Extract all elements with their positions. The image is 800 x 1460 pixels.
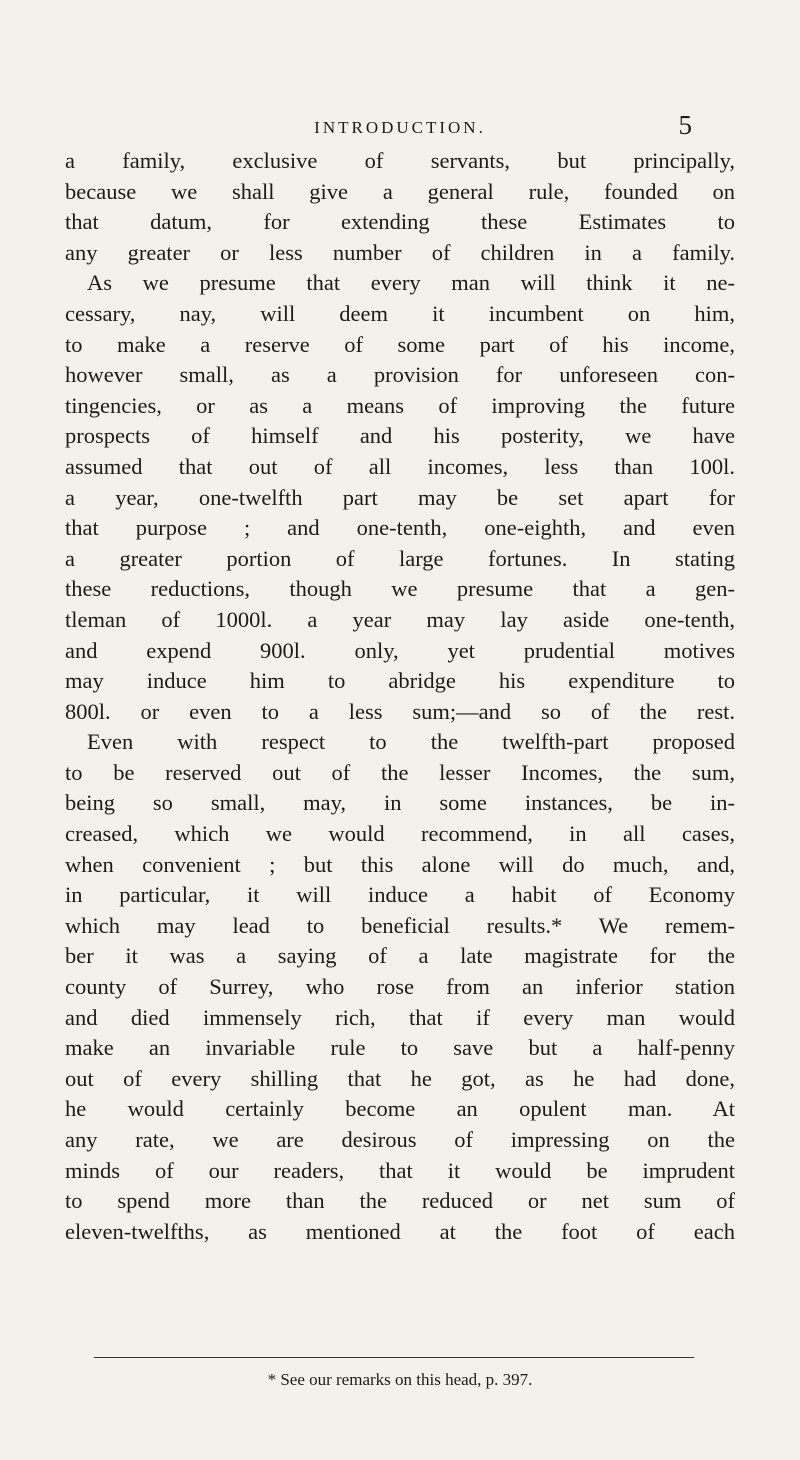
text-line: assumed that out of all incomes, less than 100l. (65, 453, 735, 479)
text-line: cessary, nay, will deem it incumbent on him, (65, 300, 735, 326)
text-line: make an invariable rule to save but a half-penny (65, 1035, 735, 1061)
text-line: prospects of himself and his posterity, we have (65, 423, 735, 449)
text-line: and died immensely rich, that if every man would (65, 1004, 735, 1030)
footnote-rule (94, 1357, 694, 1358)
text-line: any greater or less number of children in a family. (65, 239, 735, 265)
text-line: because we shall give a general rule, founded on (65, 178, 735, 204)
text-line: a greater portion of large fortunes. In stating (65, 545, 735, 571)
page-header (0, 110, 800, 142)
page-number: 5 (678, 110, 692, 140)
text-line: to make a reserve of some part of his income, (65, 331, 735, 357)
text-line: in particular, it will induce a habit of Economy (65, 882, 735, 908)
text-line: may induce him to abridge his expenditure to (65, 668, 735, 694)
text-line: creased, which we would recommend, in all cases, (65, 821, 735, 847)
text-line: tleman of 1000l. a year may lay aside one-tenth, (65, 606, 735, 632)
text-line: minds of our readers, that it would be imprudent (65, 1157, 735, 1183)
text-line: and expend 900l. only, yet prudential motives (65, 637, 735, 663)
text-line: that datum, for extending these Estimates to (65, 209, 735, 235)
text-line: these reductions, though we presume that a gen- (65, 576, 735, 602)
text-line: that purpose ; and one-tenth, one-eighth, and even (65, 515, 735, 541)
running-head: INTRODUCTION. (314, 118, 486, 137)
text-line: he would certainly become an opulent man. At (65, 1096, 735, 1122)
text-line: when convenient ; but this alone will do much, and, (65, 851, 735, 877)
text-line: a year, one-twelfth part may be set apart for (65, 484, 735, 510)
text-line: a family, exclusive of servants, but principally, (65, 148, 735, 173)
text-line: tingencies, or as a means of improving the future (65, 392, 735, 418)
text-line: to spend more than the reduced or net sum of (65, 1188, 735, 1214)
text-line: out of every shilling that he got, as he had done, (65, 1065, 735, 1091)
text-line: Even with respect to the twelfth-part proposed (87, 729, 735, 755)
text-line: to be reserved out of the lesser Incomes, the sum, (65, 759, 735, 785)
text-line: which may lead to beneficial results.* We remem- (65, 912, 735, 938)
text-line: being so small, may, in some instances, be in- (65, 790, 735, 816)
text-line: eleven-twelfths, as mentioned at the foot of each (65, 1218, 735, 1244)
text-line: ber it was a saying of a late magistrate for the (65, 943, 735, 969)
text-line: however small, as a provision for unforeseen con- (65, 362, 735, 388)
text-line: county of Surrey, who rose from an inferior station (65, 974, 735, 1000)
footnote: * See our remarks on this head, p. 397. (267, 1370, 533, 1389)
body-text (65, 146, 735, 1247)
text-line: any rate, we are desirous of impressing on the (65, 1127, 735, 1152)
text-line: 800l. or even to a less sum;—and so of the rest. (65, 698, 735, 724)
text-line: As we presume that every man will think it ne- (87, 270, 735, 296)
